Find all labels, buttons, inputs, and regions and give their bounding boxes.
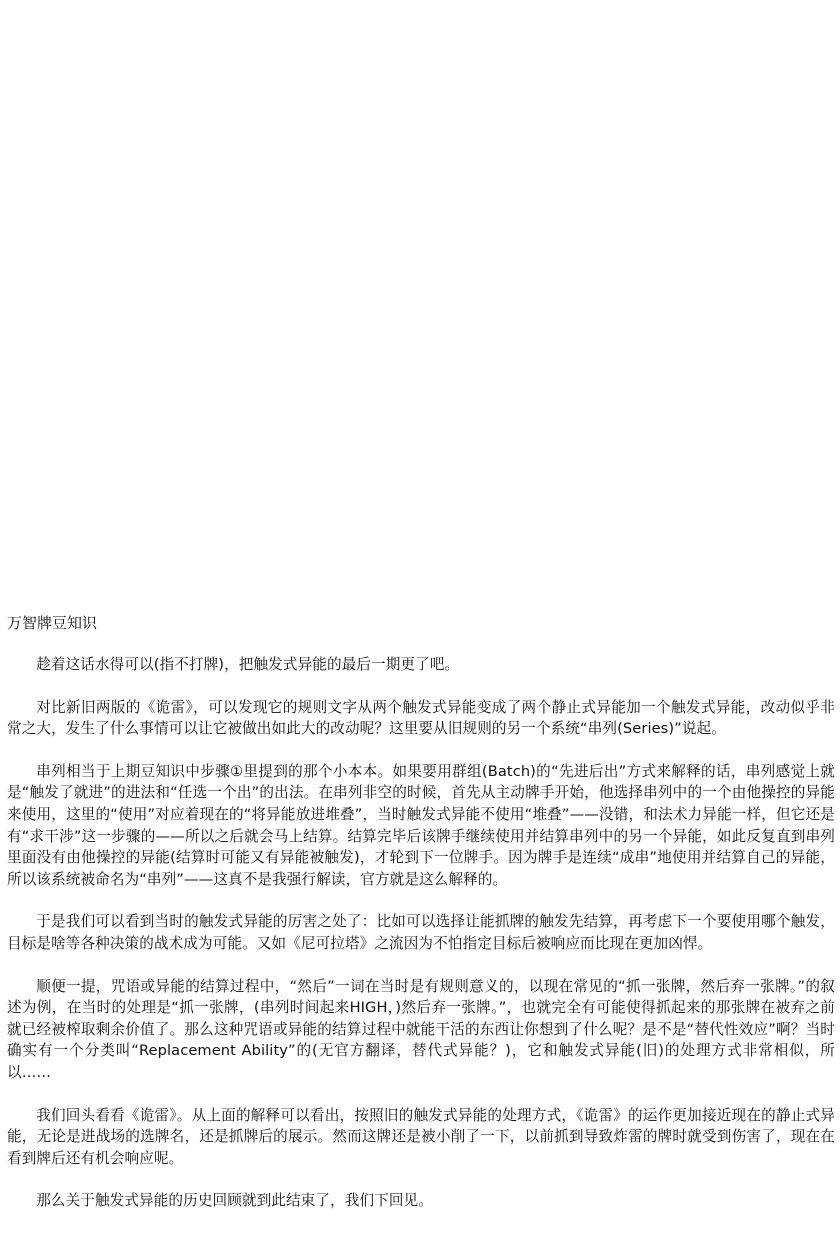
paragraph-closing: 那么关于触发式异能的历史回顾就到此结束了，我们下回见。 [36,1192,433,1210]
article-heading: 万智牌豆知识 [7,614,98,632]
paragraph-comparison: 对比新旧两版的《诡雷》，可以发现它的规则文字从两个触发式异能变成了两个静止式异能加一个触发式异能，改动似乎非常之大，发生了什么事情可以让它被做出如此大的改动呢？这里要从旧规则的另一个系统“串列(Series)”说起。 [7,698,835,738]
paragraph-tactics: 于是我们可以看到当时的触发式异能的厉害之处了：比如可以选择让能抓牌的触发先结算，再考虑下一个要使用哪个触发，目标是啥等各种决策的战术成为可能。又如《尼可拉塔》之流因为不怕指定目标后被响应而比现在更加凶悍。 [7,913,835,952]
article [7,612,835,1212]
paragraph-then-rule: 顺便一提，咒语或异能的结算过程中，“然后”一词在当时是有规则意义的，以现在常见的“抓一张牌，然后弃一张牌。”的叙述为例，在当时的处理是“抓一张牌，(串列时间起来HIGH，)然后弃一张牌。”，也就完全有可能使得抓起来的那张牌在被弃之前就已经被榨取剩余价值了。那么这种咒语或异能的结算过程中就能干活的东西让你想到了什么呢？是不是“替代性效应”啊？当时确实有一个分类叫“Replacement Ability”的(无官方翻译，替代式异能？)，它和触发式异能(旧)的处理方式非常相似，所以…… [7,977,835,1081]
paragraph-intro: 趁着这话水得可以(指不打牌)，把触发式异能的最后一期更了吧。 [36,656,460,673]
paragraph-series-explanation: 串列相当于上期豆知识中步骤①里提到的那个小本本。如果要用群组(Batch)的“先进后出”方式来解释的话，串列感觉上就是“触发了就进”的进法和“任选一个出”的出法。在串列非空的时候，首先从主动牌手开始，他选择串列中的一个由他操控的异能来使用，这里的“使用”对应着现在的“将异能放进堆叠”，当时触发式异能不使用“堆叠”——没错，和法术力异能一样，但它还是有“求干涉”这一步骤的——所以之后就会马上结算。结算完毕后该牌手继续使用并结算串列中的另一个异能，如此反复直到串列里面没有由他操控的异能(结算时可能又有异能被触发)，才轮到下一位牌手。因为牌手是连续“成串”地使用并结算自己的异能，所以该系统被命名为“串列”——这真不是我强行解读，官方就是这么解释的。 [7,762,835,888]
paragraph-booby-trap: 我们回头看看《诡雷》。从上面的解释可以看出，按照旧的触发式异能的处理方式，《诡雷》的运作更加接近现在的静止式异能，无论是进战场的选牌名，还是抓牌后的展示。然而这牌还是被小削了一下，以前抓到导致炸雷的牌时就受到伤害了，现在在看到牌后还有机会响应呢。 [7,1106,835,1167]
